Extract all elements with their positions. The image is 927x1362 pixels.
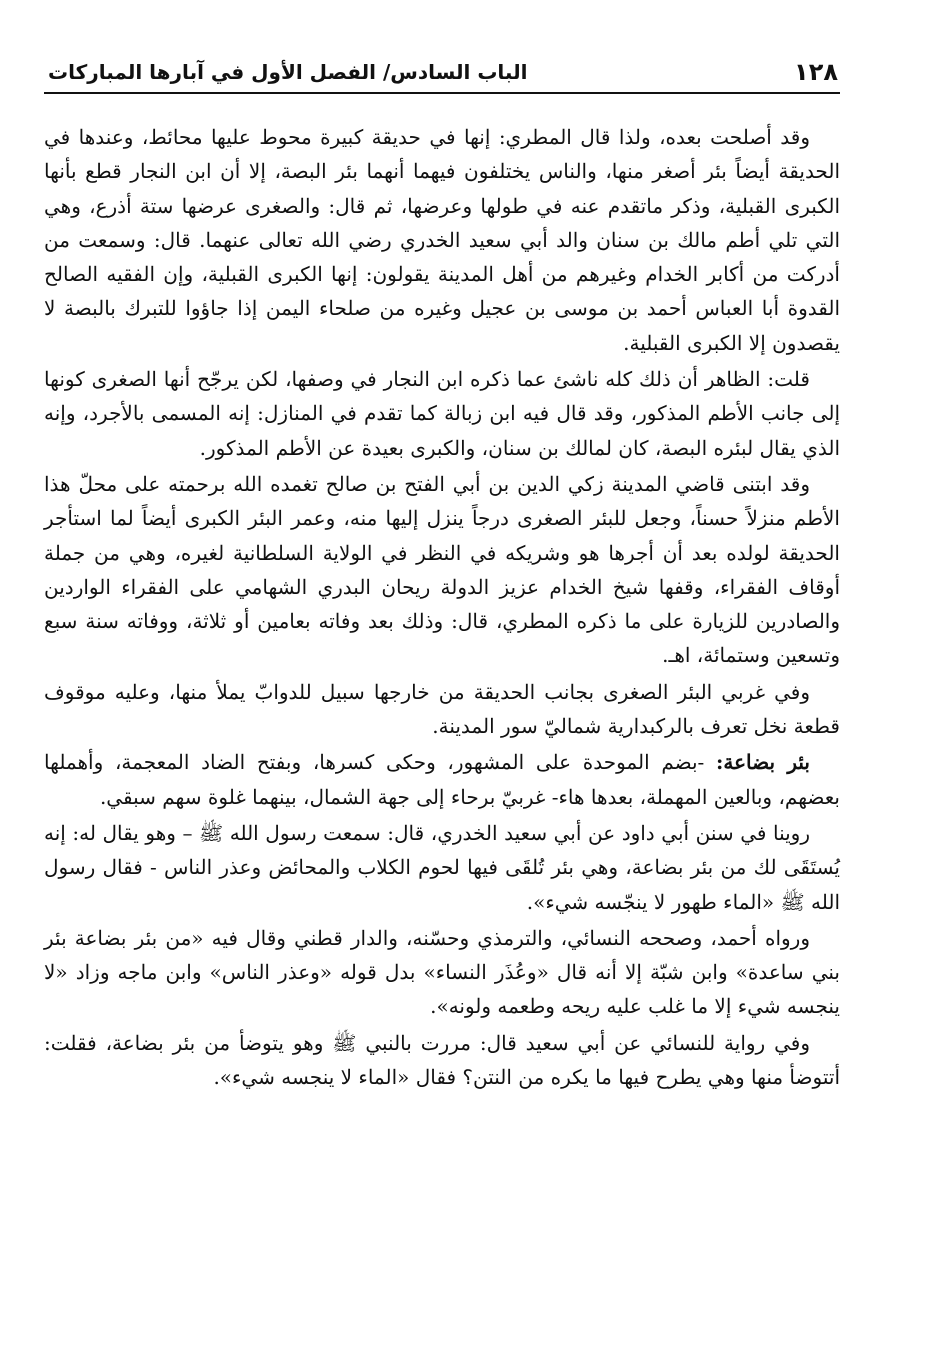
- body-text: [44, 120, 840, 1094]
- book-page: [44, 52, 840, 1096]
- paragraph-4: وفي غربي البئر الصغرى بجانب الحديقة من خارجها سبيل للدوابّ يملأ منها، وعليه موقوف قطعة نخل تعرف بالركبدارية شماليّ سور المدينة.: [44, 679, 840, 739]
- paragraph-3: وقد ابتنى قاضي المدينة زكي الدين بن أبي الفتح بن صالح تغمده الله برحمته على محلّ هذا الأطم منزلاً حسناً، وجعل للبئر الصغرى درجاً ينزل إليها منه، وعمر البئر الكبرى أيضاً لما استأجر الحديقة لولده بعد أن أجرها هو وشريكه في النظر في الولاية السلطانية لغيره، وهي من جملة أوقاف الفقراء، وقفها شيخ الخدام عزيز الدولة ريحان البدري الشهامي على الفقراء الواردين والصادرين للزيارة على ما ذكره المطري، قال: وذلك بعد وفاته بعامين أو ثلاثة، ووفاته سنة سبع وتسعين وستمائة، اهـ.: [44, 471, 840, 668]
- entry-text: -بضم الموحدة على المشهور، وحكى كسرها، وبفتح الضاد المعجمة، وأهملها بعضهم، وبالعين المهملة، بعدها هاء- غربيّ برحاء إلى جهة الشمال، بينهما غلوة سهم سبقي.: [44, 750, 840, 809]
- page-number: ١٢٨: [794, 58, 838, 86]
- paragraph-1: وقد أصلحت بعده، ولذا قال المطري: إنها في حديقة كبيرة محوط عليها محائط، وعندها في الحديقة أيضاً بئر أصغر منها، والناس يختلفون فيهما أنهما بئر البصة، إلا أن ابن النجار قطع بأنها الكبرى القبلية، وذكر ماتقدم عنه في طولها وعرضها، ثم قال: والصغرى عرضها ستة أذرع، وهي التي تلي أطم مالك بن سنان والد أبي سعيد الخدري رضي الله تعالى عنهما. قال: وسمعت من أدركت من أكابر الخدام وغيرهم من أهل المدينة يقولون: إنها الكبرى القبلية، وإن الفقيه الصالح القدوة أبا العباس أحمد بن موسى بن عجيل وغيره من صلحاء اليمن إذا جاؤوا للتبرك بالبصة لا يقصدون إلا الكبرى القبلية.: [44, 125, 840, 355]
- entry-term: بئر بضاعة:: [716, 750, 810, 775]
- running-title: الباب السادس/ الفصل الأول في آبارها المباركات: [48, 60, 528, 84]
- paragraph-2: قلت: الظاهر أن ذلك كله ناشئ عما ذكره ابن النجار في وصفها، لكن يرجّح أنها الصغرى كونها إلى جانب الأطم المذكور، وقد قال فيه ابن زبالة كما تقدم في المنازل: إنه المسمى بالأجرد، وإنه الذي يقال لبئره البصة، كان لمالك بن سنان، والكبرى بعيدة عن الأطم المذكور.: [44, 367, 840, 460]
- paragraph-6: روينا في سنن أبي داود عن أبي سعيد الخدري، قال: سمعت رسول الله ﷺ – وهو يقال له: إنه يُستَقَى لك من بئر بضاعة، وهي بئر تُلقَى فيها لحوم الكلاب والمحائض وعذر الناس - فقال رسول الله ﷺ «الماء طهور لا ينجّسه شيء».: [44, 820, 840, 914]
- page-header: [44, 52, 840, 94]
- paragraph-8: وفي رواية للنسائي عن أبي سعيد قال: مررت بالنبي ﷺ وهو يتوضأ من بئر بضاعة، فقلت: أتتوضأ منها وهي يطرح فيها ما يكره من النتن؟ فقال «الماء لا ينجسه شيء».: [44, 1030, 840, 1090]
- paragraph-7: ورواه أحمد، وصححه النسائي، والترمذي وحسّنه، والدار قطني وقال فيه «من بئر بضاعة بئر بني ساعدة» وابن شبّة إلا أنه قال «وعُذَر النساء» بدل قوله «وعذر الناس» وابن ماجه وزاد «لا ينجسه شيء إلا ما غلب عليه ريحه وطعمه ولونه».: [44, 925, 840, 1019]
- paragraph-5: [44, 745, 840, 814]
